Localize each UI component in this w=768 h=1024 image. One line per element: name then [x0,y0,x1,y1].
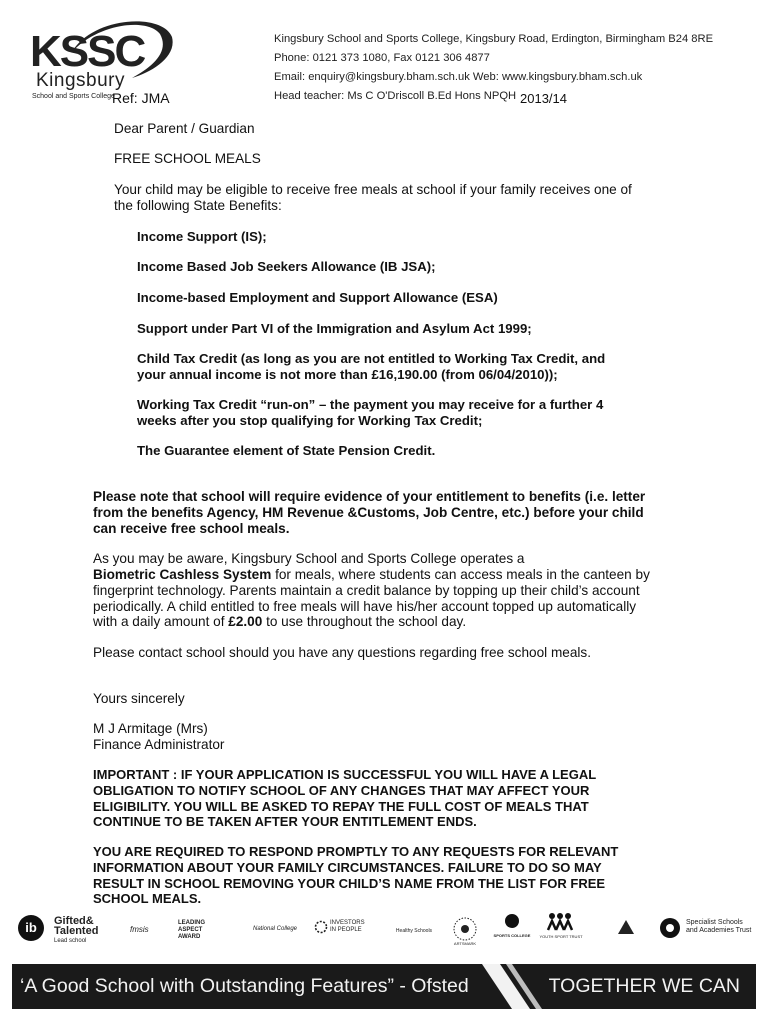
gifted-talented-logo [54,916,98,946]
biometric-line-2 [93,567,650,583]
ib-logo: ib [18,915,44,941]
school-contact-info [274,30,713,106]
specialist-schools-trust-logo [686,919,756,935]
school-logo-name: Kingsbury [36,70,125,91]
signatory-title: Finance Administrator [93,737,225,752]
school-motto: TOGETHER WE CAN [548,975,740,997]
specialist-schools-text-1: Specialist Schools [686,919,743,926]
evidence-line-3: can receive free school meals. [93,521,290,536]
respond-line-1: YOU ARE REQUIRED TO RESPOND PROMPTLY TO ANY REQUESTS FOR RELEVANT [93,844,619,859]
benefit-working-tax-credit-cont: weeks after you stop qualifying for Working Tax Credit; [137,413,483,428]
benefit-pension-credit: The Guarantee element of State Pension Credit. [137,443,436,458]
benefit-immigration: Support under Part VI of the Immigration and Asylum Act 1999; [137,321,532,336]
important-line-1: IMPORTANT : IF YOUR APPLICATION IS SUCCESSFUL YOU WILL HAVE A LEGAL [93,767,597,782]
benefit-esa: Income-based Employment and Support Allowance (ESA) [137,290,498,305]
school-email-web: Email: enquiry@kingsbury.bham.sch.uk Web: www.kingsbury.bham.sch.uk [274,71,643,83]
specialist-schools-text-2: and Academies Trust [686,927,752,934]
school-logo-subtitle: School and Sports College [32,93,115,100]
evidence-line-2: from the benefits Agency, HM Revenue &Customs, Job Centre, etc.) before your child [93,505,644,520]
school-address: Kingsbury School and Sports College, Kingsbury Road, Erdington, Birmingham B24 8RE [274,33,714,45]
national-college-logo: National College [252,926,298,932]
letter-subject: FREE SCHOOL MEALS [114,151,261,166]
biometric-line-5 [93,614,466,630]
sports-college-logo: SPORTS COLLEGE [493,933,531,938]
talented-text: Talented [54,925,99,937]
biometric-line-3: fingerprint technology. Parents maintain a credit balance by topping up their child’s account [93,583,640,598]
daily-amount: £2.00 [228,614,263,629]
specialist-schools-flower-icon [658,916,682,940]
biometric-line-4: periodically. A child entitled to free meals will have his/her account topped up automatically [93,599,637,614]
respond-line-3: RESULT IN SCHOOL REMOVING YOUR CHILD’S NAME FROM THE LIST FOR FREE [93,876,606,891]
head-teacher: Head teacher: Ms C O'Driscoll B.Ed Hons NPQH [274,90,517,102]
benefit-income-support: Income Support (IS); [137,229,267,244]
investors-in-people-logo: INVESTORS IN PEOPLE [330,920,365,933]
academic-year: 2013/14 [520,91,567,106]
benefit-working-tax-credit: Working Tax Credit “run-on” – the payment you may receive for a further 4 [137,397,604,412]
contact-line: Please contact school should you have any questions regarding free school meals. [93,645,591,660]
evidence-line-1: Please note that school will require evidence of your entitlement to benefits (i.e. letter [93,489,646,504]
biometric-line-1: As you may be aware, Kingsbury School and Sports College operates a [93,551,525,566]
gifted-text: Gifted& [54,915,94,927]
benefit-child-tax-credit: Child Tax Credit (as long as you are not entitled to Working Tax Credit, and [137,351,606,366]
ofsted-quote: ‘A Good School with Outstanding Features” - Ofsted [20,975,469,997]
reference: Ref: JMA [112,90,170,106]
artsmark-logo: ARTSMARK [453,941,477,946]
fmsis-logo: fmsis [130,925,149,934]
respond-line-2: INFORMATION ABOUT YOUR FAMILY CIRCUMSTANCES. FAILURE TO DO SO MAY [93,860,602,875]
respond-line-4: SCHOOL MEALS. [93,891,202,906]
accreditation-logos [18,910,753,950]
benefit-child-tax-credit-cont: your annual income is not more than £16,190.00 (from 06/04/2010)); [137,367,558,382]
sports-college-icon [504,912,520,932]
lead-school-text: Lead school [54,938,87,944]
youth-sport-trust-logo: YOUTH SPORT TRUST [539,934,583,939]
important-line-2: OBLIGATION TO NOTIFY SCHOOL OF ANY CHANGES THAT MAY AFFECT YOUR [93,783,590,798]
biometric-system-name: Biometric Cashless System [93,567,272,582]
youth-sport-figures-icon [546,912,574,932]
intro-line-2: the following State Benefits: [114,198,282,213]
footer-banner [12,964,756,1009]
school-phone: Phone: 0121 373 1080, Fax 0121 306 4877 [274,52,490,64]
school-logo-text: KSSC [30,27,145,76]
closing: Yours sincerely [93,691,185,706]
important-line-4: CONTINUE TO BE TAKEN AFTER YOUR ENTITLEMENT ENDS. [93,814,477,829]
biometric-line-5b: to use throughout the school day. [262,614,467,629]
investors-star-icon [314,920,328,934]
benefit-jsa: Income Based Job Seekers Allowance (IB JSA); [137,259,436,274]
salutation: Dear Parent / Guardian [114,121,255,136]
signatory-name: M J Armitage (Mrs) [93,721,208,736]
important-line-3: ELIGIBILITY. YOU WILL BE ASKED TO REPAY THE FULL COST OF MEALS THAT [93,799,589,814]
banner-divider-stripe [482,964,542,1009]
biometric-line-2-text: for meals, where students can access meals in the canteen by [271,567,650,582]
healthy-schools-logo: Healthy Schools [395,928,433,934]
artsmark-seal-icon [452,916,478,942]
leading-aspect-award-logo: LEADING ASPECT AWARD [178,920,205,940]
triangle-award-icon [617,918,635,936]
intro-line-1: Your child may be eligible to receive free meals at school if your family receives one of [114,182,632,197]
biometric-line-5a: with a daily amount of [93,614,229,629]
